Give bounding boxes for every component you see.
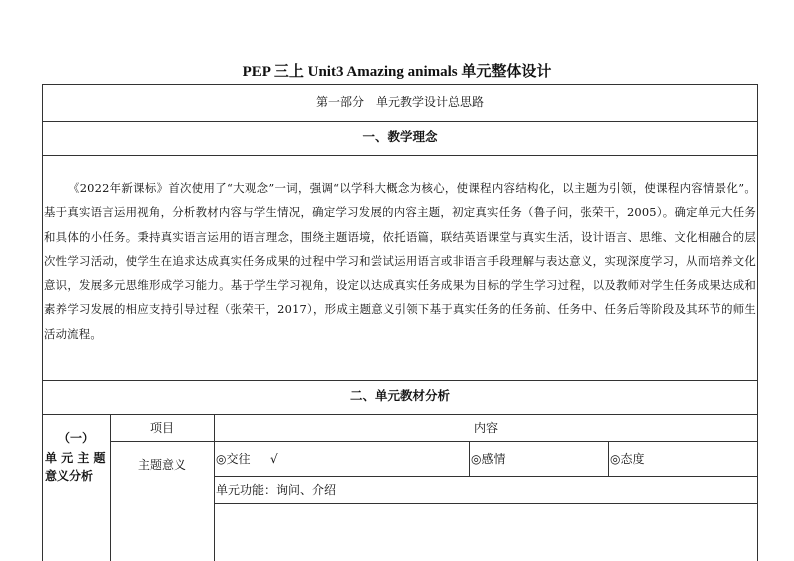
column-header-item: 项目 <box>149 421 174 435</box>
table-rule <box>469 441 470 476</box>
table-rule <box>757 84 758 561</box>
part1-heading: 第一部分 单元教学设计总思路 <box>315 95 484 109</box>
document-table <box>42 84 758 561</box>
side-label-line2: 意义分析 <box>45 469 94 483</box>
side-label-line1: 单 元 主 题 <box>45 451 106 465</box>
row-label-theme-meaning: 主题意义 <box>137 458 186 472</box>
table-rule <box>214 476 758 477</box>
table-rule <box>42 155 758 156</box>
table-rule <box>42 414 758 415</box>
table-rule <box>42 121 758 122</box>
table-rule <box>42 84 758 85</box>
table-rule <box>608 441 609 476</box>
table-rule <box>214 414 215 561</box>
table-rule <box>214 503 758 504</box>
option-communication: ◎交往 <box>216 452 251 466</box>
table-rule <box>42 380 758 381</box>
section1-heading: 一、教学理念 <box>362 129 438 144</box>
table-rule <box>42 84 43 561</box>
section2-heading: 二、单元教材分析 <box>349 388 450 403</box>
unit-function: 单元功能：询问、介绍 <box>216 483 337 497</box>
option-emotion: ◎感情 <box>471 452 506 466</box>
table-rule <box>110 414 111 561</box>
page-title: PEP 三上 Unit3 Amazing animals 单元整体设计 <box>242 64 552 80</box>
table-rule <box>110 441 758 442</box>
check-mark: √ <box>270 452 278 466</box>
column-header-content: 内容 <box>473 421 498 435</box>
option-attitude: ◎态度 <box>610 452 645 466</box>
section1-body: 《2022年新课标》首次使用了“大观念”一词，强调“以学科大概念为核心，使课程内容结构化，以主题为引领，使课程内容情景化”。基于真实语言运用视角，分析教材内容与学生情况，确定学习发展的内容主题，初定真实任务（鲁子问，张荣干，2005）。确定单元大任务和具体的小任务。秉持真实语言运用的语言理念，围绕主题语境，依托语篇，联结英语课堂与真实生活，设计语言、思维、文化相融合的层次性学习活动，使学生在追求达成真实任务成果的过程中学习和尝试运用语言或非语言手段理解与表达意义，实现深度学习，从而培养文化意识，发展多元思维形成学习能力。基于学生学习视角，设定以达成真实任务成果为目标的学生学习过程，以及教师对学生任务成果达成和素养学习发展的相应支持引导过程（张荣干，2017），形成主题意义引领下基于真实任务的任务前、任务中、任务后等阶段及其环节的师生活动流程。 <box>44 181 756 341</box>
side-label-index: （一） <box>57 431 94 445</box>
